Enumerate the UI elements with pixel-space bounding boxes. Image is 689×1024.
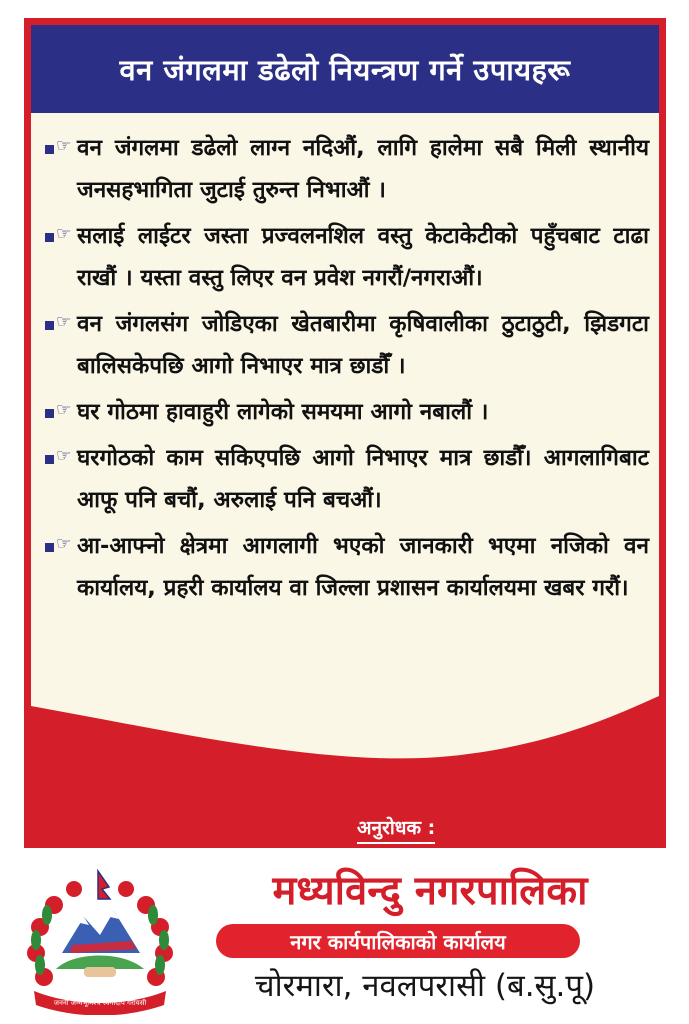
poster-header (31, 25, 659, 113)
municipality-name: मध्यविन्दु नगरपालिका (272, 868, 588, 914)
list-item (43, 215, 649, 299)
list-item (43, 127, 649, 211)
tip-text: सलाई लाईटर जस्ता प्रज्वलनशिल वस्तु केटाकेटीको पहुँचबाट टाढा राखौं । यस्ता वस्तु लिएर वन प्रवेश नगरौं/नगराऔं। (77, 223, 649, 291)
list-item (43, 525, 649, 609)
poster-frame (24, 18, 666, 848)
tip-text: घर गोठमा हावाहुरी लागेको समयमा आगो नबालौं । (77, 399, 489, 425)
pointing-hand-icon: ☞ (43, 316, 77, 338)
office-address: चोरमारा, नवलपरासी (ब.सु.पू) (254, 968, 596, 1004)
nepal-government-emblem-icon (14, 865, 186, 1015)
office-name: नगर कार्यपालिकाको कार्यालय (290, 929, 506, 954)
footer-block (0, 855, 689, 1024)
requester-label: अनुरोधक : (357, 814, 435, 844)
tip-text: वन जंगलमा डढेलो लाग्न नदिऔं, लागि हालेमा सबै मिली स्थानीय जनसहभागिता जुटाई तुरुन्त निभाऔं । (77, 135, 649, 203)
tips-list (43, 127, 649, 613)
list-item (43, 437, 649, 521)
tip-text: घरगोठको काम सकिएपछि आगो निभाएर मात्र छाडौँ। आगलागिबाट आफू पनि बचौं, अरुलाई पनि बचऔं। (77, 445, 649, 513)
red-wave-decoration (31, 678, 659, 848)
tip-text: वन जंगलसंग जोडिएका खेतबारीमा कृषिवालीका ठुटाठुटी, झिडगटा बालिसकेपछि आगो निभाएर मात्र छाडौँ । (77, 311, 649, 379)
pointing-hand-icon: ☞ (43, 404, 77, 426)
emblem-motto: जननी जन्मभूमिश्च स्वर्गादपि गरीयसी (53, 999, 147, 1007)
poster-title: वन जंगलमा डढेलो नियन्त्रण गर्ने उपायहरू (119, 52, 571, 87)
pointing-hand-icon: ☞ (43, 140, 77, 162)
pointing-hand-icon: ☞ (43, 228, 77, 250)
pointing-hand-icon: ☞ (43, 538, 77, 560)
tip-text: आ-आफ्नो क्षेत्रमा आगलागी भएको जानकारी भएमा नजिको वन कार्यालय, प्रहरी कार्यालय वा जिल्ला प्रशासन कार्यालयमा खबर गरौं। (77, 533, 649, 601)
poster-panel (31, 25, 659, 848)
office-name-banner (216, 924, 580, 958)
list-item (43, 303, 649, 387)
pointing-hand-icon: ☞ (43, 450, 77, 472)
list-item (43, 391, 649, 433)
